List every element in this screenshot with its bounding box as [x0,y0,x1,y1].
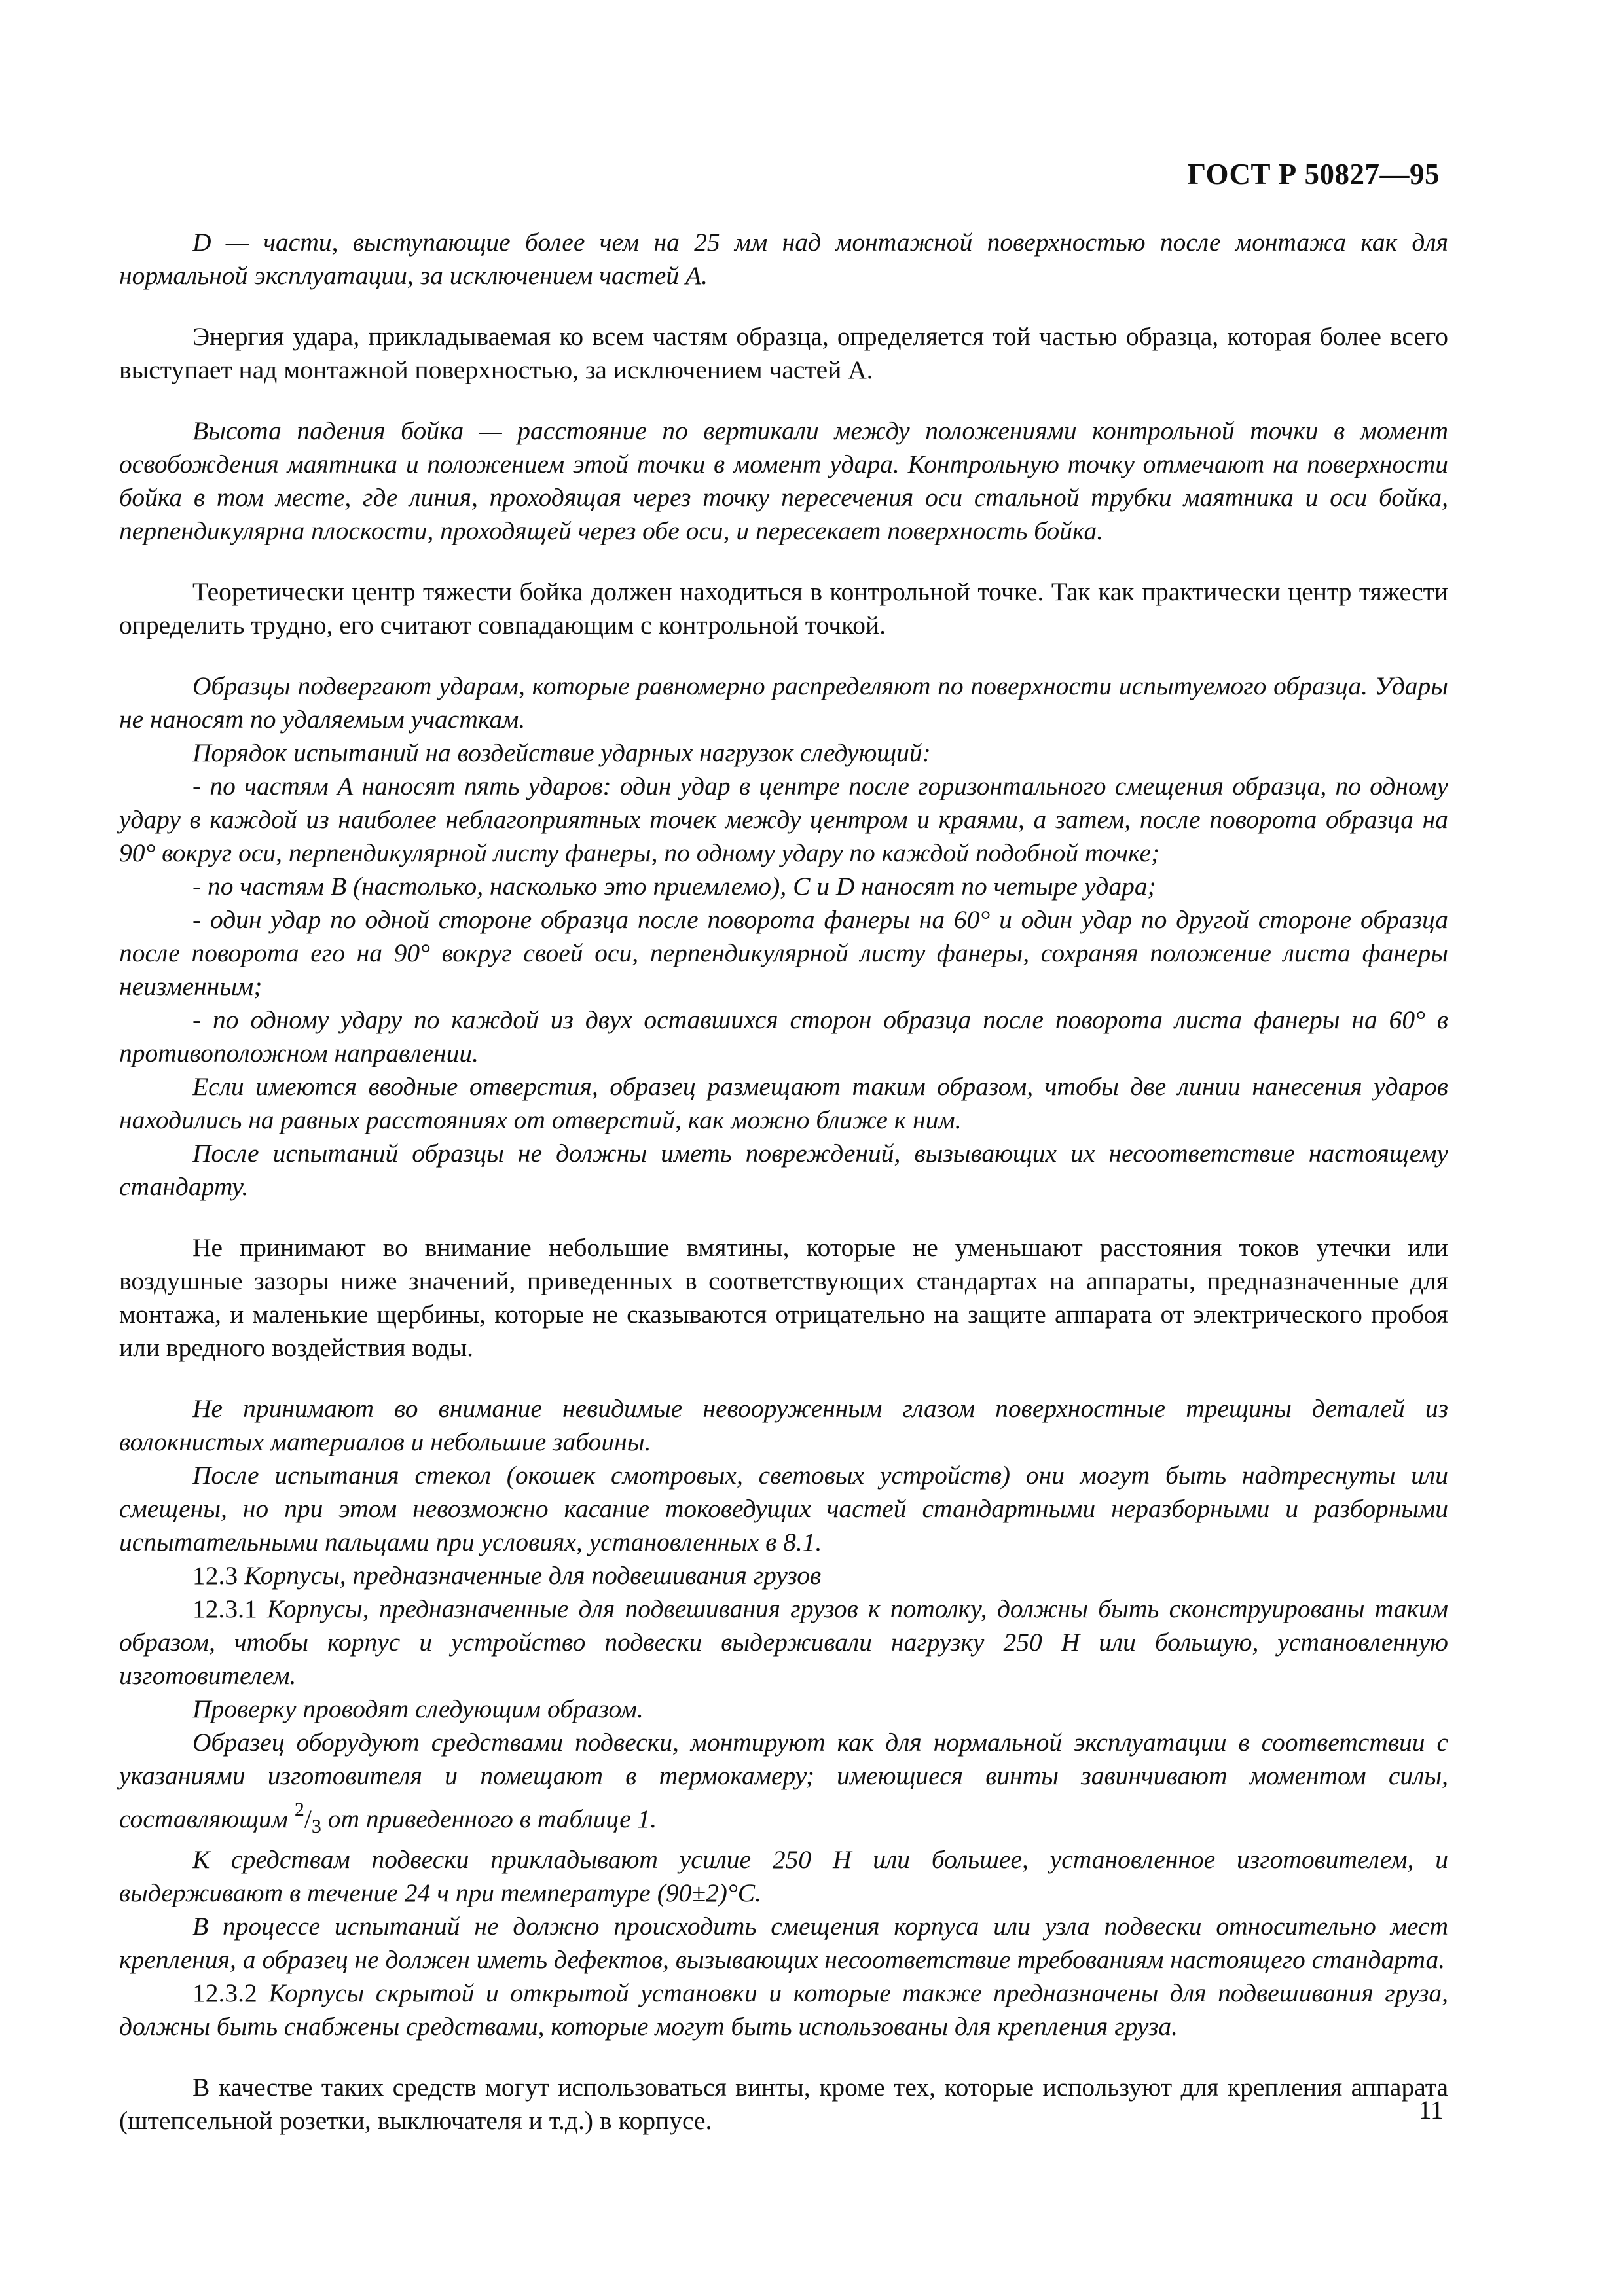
paragraph-entry-holes: Если имеются вводные отверстия, образец размещают таким образом, чтобы две линии нанесения ударов находились на равных расстояниях от отверстий, как можно ближе к ним. [119,1072,1448,1134]
section-number: 12.3.1 [192,1594,257,1623]
section-12-3-2 [119,1977,1448,2043]
paragraph-invisible-cracks: Не принимают во внимание невидимые невооруженным глазом поверхностные трещины деталей из волокнистых материалов и небольшие забоины. [119,1394,1448,1456]
paragraph-part-d: D — части, выступающие более чем на 25 мм над монтажной поверхностью после монтажа как для нормальной эксплуатации, за исключением частей А. [119,228,1448,290]
fraction-denominator: 3 [311,1816,321,1837]
section-text: Корпусы скрытой и открытой установки и которые также предназначены для подвешивания груза, должны быть снабжены средствами, которые могут быть использованы для крепления груза. [119,1979,1448,2041]
section-number: 12.3 [192,1561,238,1590]
paragraph-load-250n: К средствам подвески прикладывают усилие 250 Н или большее, установленное изготовителем, и выдерживают в течение 24 ч при температуре (90±2)°С. [119,1845,1448,1907]
paragraph-impact-energy: Энергия удара, прикладываемая ко всем частям образца, определяется той частью образца, которая более всего выступает над монтажной поверхностью, за исключением частей А. [119,322,1448,384]
page-number: 11 [1418,2095,1444,2125]
section-12-3-1 [119,1592,1448,1693]
paragraph-small-dents: Не принимают во внимание небольшие вмятины, которые не уменьшают расстояния токов утечки или воздушные зазоры ниже значений, приведенных в соответствующих стандартах на аппараты, предназначенные для монтажа, и маленькие щербины, которые не сказываются отрицательно на защите аппарата от электрического пробоя или вредного воздействия воды. [119,1233,1448,1362]
text-run: Образец оборудуют средствами подвески, монтируют как для нормальной эксплуатации в соответствии с указаниями изготовителя и помещают в термокамеру; имеющиеся винты завинчивают моментом силы, составляющим [119,1728,1448,1833]
list-item-parts-bcd: - по частям В (настолько, насколько это приемлемо), С и D наносят по четыре удара; [192,872,1156,901]
paragraph-screws-as-means: В качестве таких средств могут использоваться винты, кроме тех, которые используют для крепления аппарата (штепсельной розетки, выключателя и т.д.) в корпусе. [119,2073,1448,2135]
section-title: Корпусы, предназначенные для подвешивания грузов [244,1561,822,1590]
paragraph-no-displacement: В процессе испытаний не должно происходить смещения корпуса или узла подвески относительно мест крепления, а образец не должен иметь дефектов, вызывающих несоответствие требованиям настоящего стандарта. [119,1912,1448,1974]
fraction-two-thirds: $^2/_3$ [294,1799,321,1837]
list-item-opposite-direction: - по одному удару по каждой из двух оставшихся сторон образца после поворота листа фанеры на 60° в противоположном направлении. [119,1005,1448,1067]
page-body [119,226,1448,2138]
section-12-3 [119,1559,1448,1592]
paragraph-striker-drop-height: Высота падения бойка — расстояние по вертикали между положениями контрольной точки в момент освобождения маятника и положением этой точки в момент удара. Контрольную точку отмечают на поверхности бойка в том месте, где линия, проходящая через точку пересечения оси стальной трубки маятника и оси бойка, перпендикулярна плоскости, проходящей через обе оси, и пересекает поверхность бойка. [119,416,1448,545]
standard-designation: ГОСТ Р 50827—95 [1187,158,1440,190]
paragraph-glass-test: После испытания стекол (окошек смотровых, световых устройств) они могут быть надтреснуты или смещены, но при этом невозможно касание токоведущих частей стандартными неразборными и разборными испытательными пальцами при условиях, установленных в 8.1. [119,1461,1448,1556]
paragraph-check-method: Проверку проводят следующим образом. [192,1695,644,1723]
list-item-rotation-60: - один удар по одной стороне образца после поворота фанеры на 60° и один удар по другой стороне образца после поворота его на 90° вокруг своей оси, перпендикулярной листу фанеры, сохраняя положение листа фанеры неизменным; [119,905,1448,1001]
section-number: 12.3.2 [192,1979,257,2007]
text-run: от приведенного в таблице 1. [327,1804,657,1833]
paragraph-test-order: Порядок испытаний на воздействие ударных нагрузок следующий: [192,738,931,767]
paragraph-center-of-gravity: Теоретически центр тяжести бойка должен находиться в контрольной точке. Так как практически центр тяжести определить трудно, его считают совпадающим с контрольной точкой. [119,577,1448,639]
paragraph-samples-impacts: Образцы подвергают ударам, которые равномерно распределяют по поверхности испытуемого образца. Удары не наносят по удаляемым участкам. [119,672,1448,734]
fraction-numerator: 2 [294,1799,304,1820]
section-text: Корпусы, предназначенные для подвешивания грузов к потолку, должны быть сконструированы таким образом, чтобы корпус и устройство подвески выдерживали нагрузку 250 Н или большую, установленную изготовителем. [119,1594,1449,1690]
list-item-parts-a: - по частям А наносят пять ударов: один удар в центре после горизонтального смещения образца, по одному удару в каждой из наиболее неблагоприятных точек между центром и краями, а затем, после поворота образца на 90° вокруг оси, перпендикулярной листу фанеры, по одному удару по каждой подобной точке; [119,772,1448,867]
paragraph-no-damage: После испытаний образцы не должны иметь повреждений, вызывающих их несоответствие настоящему стандарту. [119,1139,1448,1201]
paragraph-suspension-mounting [119,1726,1448,1843]
